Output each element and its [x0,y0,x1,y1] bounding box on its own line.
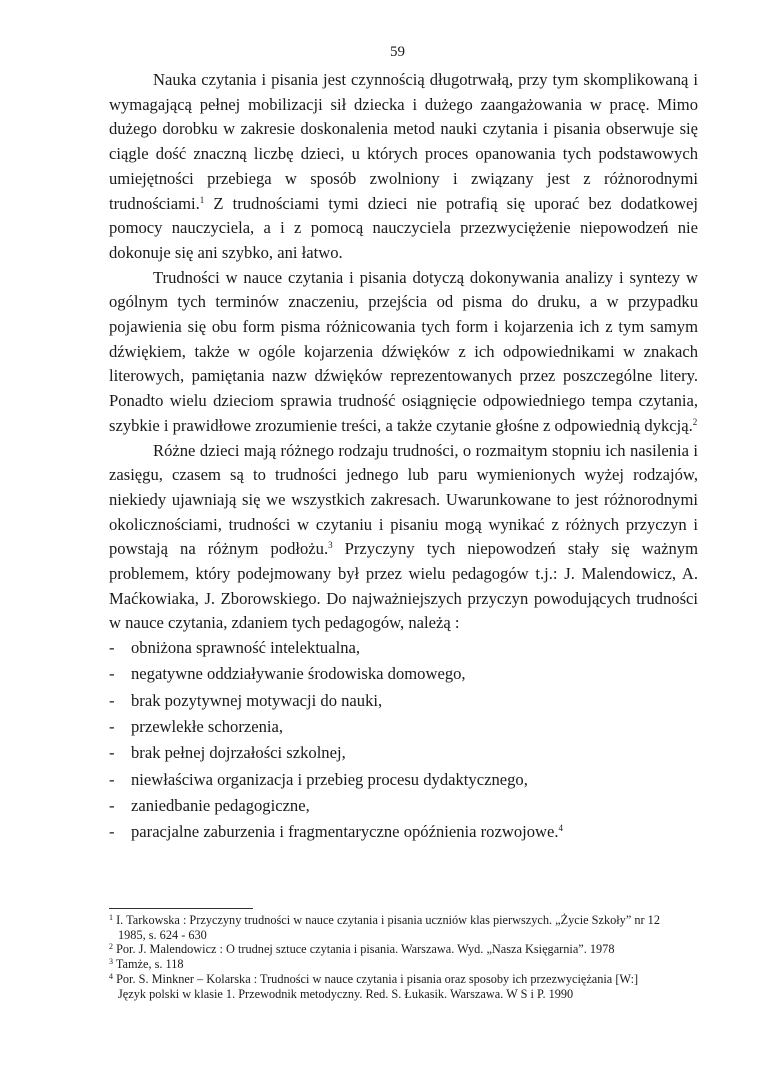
list-item-text: negatywne oddziaływanie środowiska domowego, [131,664,466,684]
paragraph-2-text: Trudności w nauce czytania i pisania dotyczą dokonywania analizy i syntezy w ogólnym tych terminów znaczeniu, przejścia od pisma do druku, a w przypadku pojawienia się obu form pisma różnicowania tych form i kojarzenia ich z tym samym dźwiękiem, także w ogóle kojarzenia dźwięków z ich odpowiednikami w znakach literowych, pamiętania nazw dźwięków reprezentowanych przez poszczególne litery. Ponadto wielu dzieciom sprawia trudność osiągnięcie odpowiedniego tempa czytania, szybkie i prawidłowe zrozumienie treści, a także czytanie głośne z odpowiednią dykcją. [109,267,698,435]
list-dash: - [109,638,115,658]
paragraph-2 [109,266,698,439]
footnote-text: Por. S. Minkner – Kolarska : Trudności w nauce czytania i pisania oraz sposoby ich przezwyciężania [W:] [113,971,639,986]
causes-list [109,636,698,846]
paragraph-1 [109,68,698,266]
list-item [109,768,698,794]
footnote-4-continued: Język polski w klasie 1. Przewodnik metodyczny. Red. S. Łukasik. Warszawa. W S i P. 1990 [118,986,574,1001]
list-item [109,794,698,820]
list-item [109,662,698,688]
list-item [109,715,698,741]
list-item [109,741,698,767]
list-item-text: niewłaściwa organizacja i przebieg procesu dydaktycznego, [131,769,528,789]
footnote-text: Tamże, s. 118 [113,957,184,972]
paragraph-3-text: Różne dzieci mają różnego rodzaju trudności, o rozmaitym stopniu ich nasilenia i zasięgu, czasem są to trudności jednego lub paru wymienionych wyżej rodzajów, niekiedy ujawniają się we wszystkich zakresach. Uwarunkowane to jest różnorodnymi okolicznościami, trudności w czytaniu i pisaniu mogą wynikać z różnych przyczyn i powstają na różnym podłożu. [109,440,698,559]
paragraph-1-text-continued: Z trudnościami tymi dzieci nie potrafią się uporać bez dodatkowej pomocy nauczyciela, a i z pomocą nauczyciela przezwyciężenie niepowodzeń nie dokonuje się ani szybko, ani łatwo. [109,193,698,262]
body-text [109,68,698,847]
list-item-text: zaniedbanie pedagogiczne, [131,795,310,815]
list-item [109,689,698,715]
list-item-text: brak pozytywnej motywacji do nauki, [131,690,383,710]
footnote-3 [109,957,709,972]
footnote-number: 4 [109,971,113,981]
footnote-divider [109,908,253,909]
list-dash: - [109,664,115,684]
footnote-ref-2: 2 [692,416,698,427]
footnote-number: 3 [109,957,113,967]
paragraph-3 [109,439,698,637]
footnote-ref-4: 4 [558,823,564,834]
list-dash: - [109,717,115,737]
footnote-ref-3: 3 [328,540,333,551]
footnote-1-continued: 1985, s. 624 - 630 [118,927,207,942]
footnote-text: I. Tarkowska : Przyczyny trudności w nauce czytania i pisania uczniów klas pierwszych. „Życie Szkoły” nr 12 [113,913,660,927]
list-item-text-last: paracjalne zaburzenia i fragmentaryczne opóźnienia rozwojowe. [131,822,559,842]
list-item [109,820,698,846]
list-item [109,636,698,662]
paragraph-1-text: Nauka czytania i pisania jest czynnością długotrwałą, przy tym skomplikowaną i wymagającą pełnej mobilizacji sił dziecka i dużego zaangażowania w pracę. Mimo dużego dorobku w zakresie doskonalenia metod nauki czytania i pisania obserwuje się ciągle dość znaczną liczbę dzieci, u których proces opanowania tych podstawowych umiejętności przebiega w sposób zwolniony i związany jest z różnorodnymi trudnościami. [109,70,698,213]
footnote-2 [109,942,709,957]
list-item-text: brak pełnej dojrzałości szkolnej, [131,743,346,763]
list-dash: - [109,769,115,789]
footnote-number: 1 [109,913,113,922]
list-dash: - [109,690,115,710]
footnote-number: 2 [109,942,113,952]
list-dash: - [109,743,115,763]
list-item-text [131,820,563,845]
footnote-text: Por. J. Malendowicz : O trudnej sztuce czytania i pisania. Warszawa. Wyd. „Nasza Księgarnia”. 1978 [113,942,615,957]
footnotes [109,913,709,1001]
footnote-4 [109,972,709,987]
list-dash: - [109,795,115,815]
list-item-text: obniżona sprawność intelektualna, [131,638,361,658]
list-item-text: przewlekłe schorzenia, [131,717,284,737]
footnote-1 [109,913,709,928]
page-number: 59 [390,44,405,60]
paragraph-3-text-continued: Przyczyny tych niepowodzeń stały się ważnym problemem, który podejmowany był przez wielu pedagogów t.j.: J. Malendowicz, A. Maćkowiaka, J. Zborowskiego. Do najważniejszych przyczyn powodujących trudności w nauce czytania, zdaniem tych pedagogów, należą : [109,539,698,633]
footnote-ref-1: 1 [199,194,205,205]
list-dash: - [109,822,115,842]
